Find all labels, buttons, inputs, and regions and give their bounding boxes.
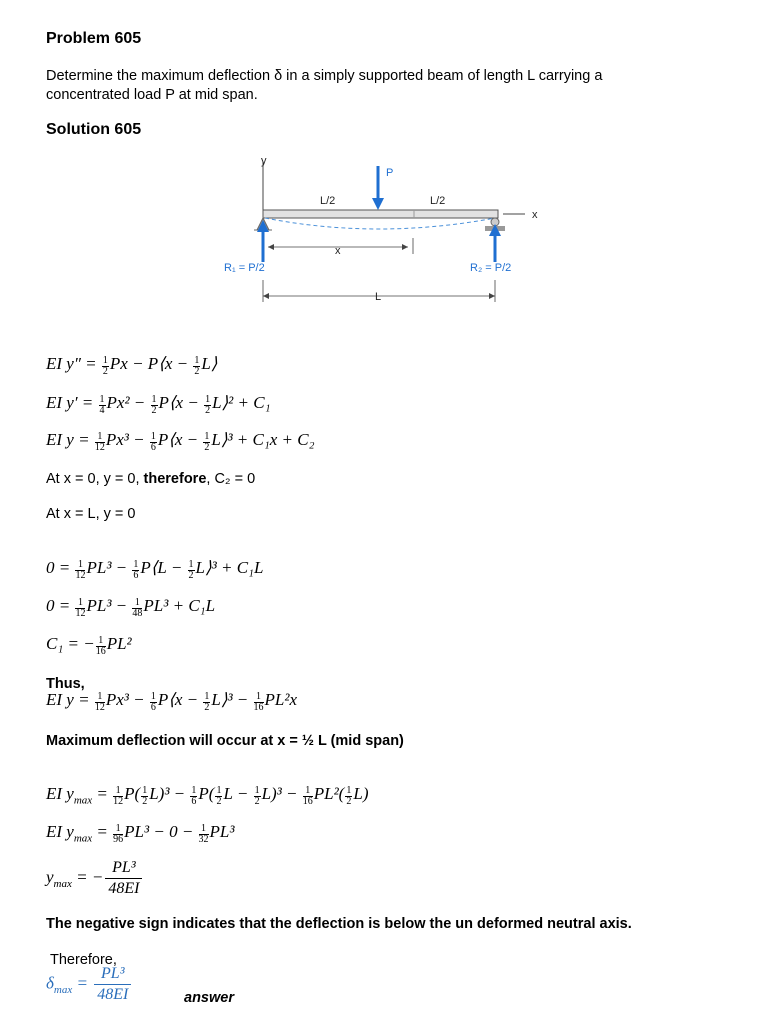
equation-ymax-2: EI $y_{max}$ = $\frac{1}{96}$ PL³ − 0 − $\frac{1}{32}$ PL³ (46, 822, 235, 845)
equation-answer: $\delta_{max}$ = $\frac{\text{PL³}}{48EI}$ (46, 964, 133, 1005)
equation-final-deflection: EI y = $\frac{1}{12}$ Px³ − $\frac{1}{6}$ P⟨x − $\frac{1}{2}$ L⟩³ − $\frac{1}{16}$ PL²x (46, 690, 297, 713)
equation-moment: EI y″ = $\frac{1}{2}$ Px − P⟨x − $\frac{1}{2}$ L⟩ (46, 354, 218, 377)
y-axis-label: y (261, 155, 267, 167)
reaction-left-label: R₁ = P/2 (224, 262, 265, 274)
deflection-curve (265, 218, 495, 229)
x-axis-label: x (532, 209, 538, 221)
equation-c1: C₁ = − $\frac{1}{16}$ PL² (46, 634, 132, 657)
beam (263, 210, 498, 218)
length-label: L (375, 291, 382, 303)
equation-ymax-1: EI $y_{max}$ = $\frac{1}{12}$ P( $\frac{1}{2}$ L)³ − $\frac{1}{6}$ P( $\frac{1}{2}$ L − $\frac{1}{2}$ L)³ − $\frac{1}{16}$ PL²( $\frac{1}{2}$ L) (46, 784, 369, 807)
therefore-label: Therefore, (50, 952, 117, 968)
problem-statement: Determine the maximum deflection δ in a simply supported beam of length L carrying a concentrated load P at mid span. (46, 68, 603, 103)
equation-bc2: 0 = $\frac{1}{12}$ PL³ − $\frac{1}{48}$ PL³ + C₁L (46, 596, 216, 619)
x-dimension-label: x (335, 245, 341, 257)
equation-ymax-3: $y_{max}$ = − $\frac{\text{PL³}}{48EI}$ (46, 858, 144, 899)
problem-title: Problem 605 (46, 30, 142, 47)
thus-label: Thus, (46, 676, 85, 692)
half-length-right: L/2 (430, 195, 446, 207)
condition-x0: At x = 0, y = 0, therefore, C₂ = 0 (46, 471, 256, 487)
reaction-right-label: R₂ = P/2 (470, 262, 512, 274)
load-label: P (386, 167, 394, 179)
half-length-left: L/2 (320, 195, 336, 207)
negative-sign-note: The negative sign indicates that the deflection is below the un deformed neutral axis. (46, 916, 632, 932)
equation-slope: EI y′ = $\frac{1}{4}$ Px² − $\frac{1}{2}$ P⟨x − $\frac{1}{2}$ L⟩² + C₁ (46, 393, 271, 416)
equation-deflection: EI y = $\frac{1}{12}$ Px³ − $\frac{1}{6}$ P⟨x − $\frac{1}{2}$ L⟩³ + C₁x + C₂ (46, 430, 315, 453)
answer-label: answer (184, 990, 234, 1006)
solution-title: Solution 605 (46, 121, 142, 138)
equation-bc1: 0 = $\frac{1}{12}$ PL³ − $\frac{1}{6}$ P⟨L − $\frac{1}{2}$ L⟩³ + C₁L (46, 558, 264, 581)
condition-xL: At x = L, y = 0 (46, 506, 136, 522)
beam-diagram (220, 150, 550, 315)
max-deflection-note: Maximum deflection will occur at x = ½ L (mid span) (46, 733, 404, 749)
